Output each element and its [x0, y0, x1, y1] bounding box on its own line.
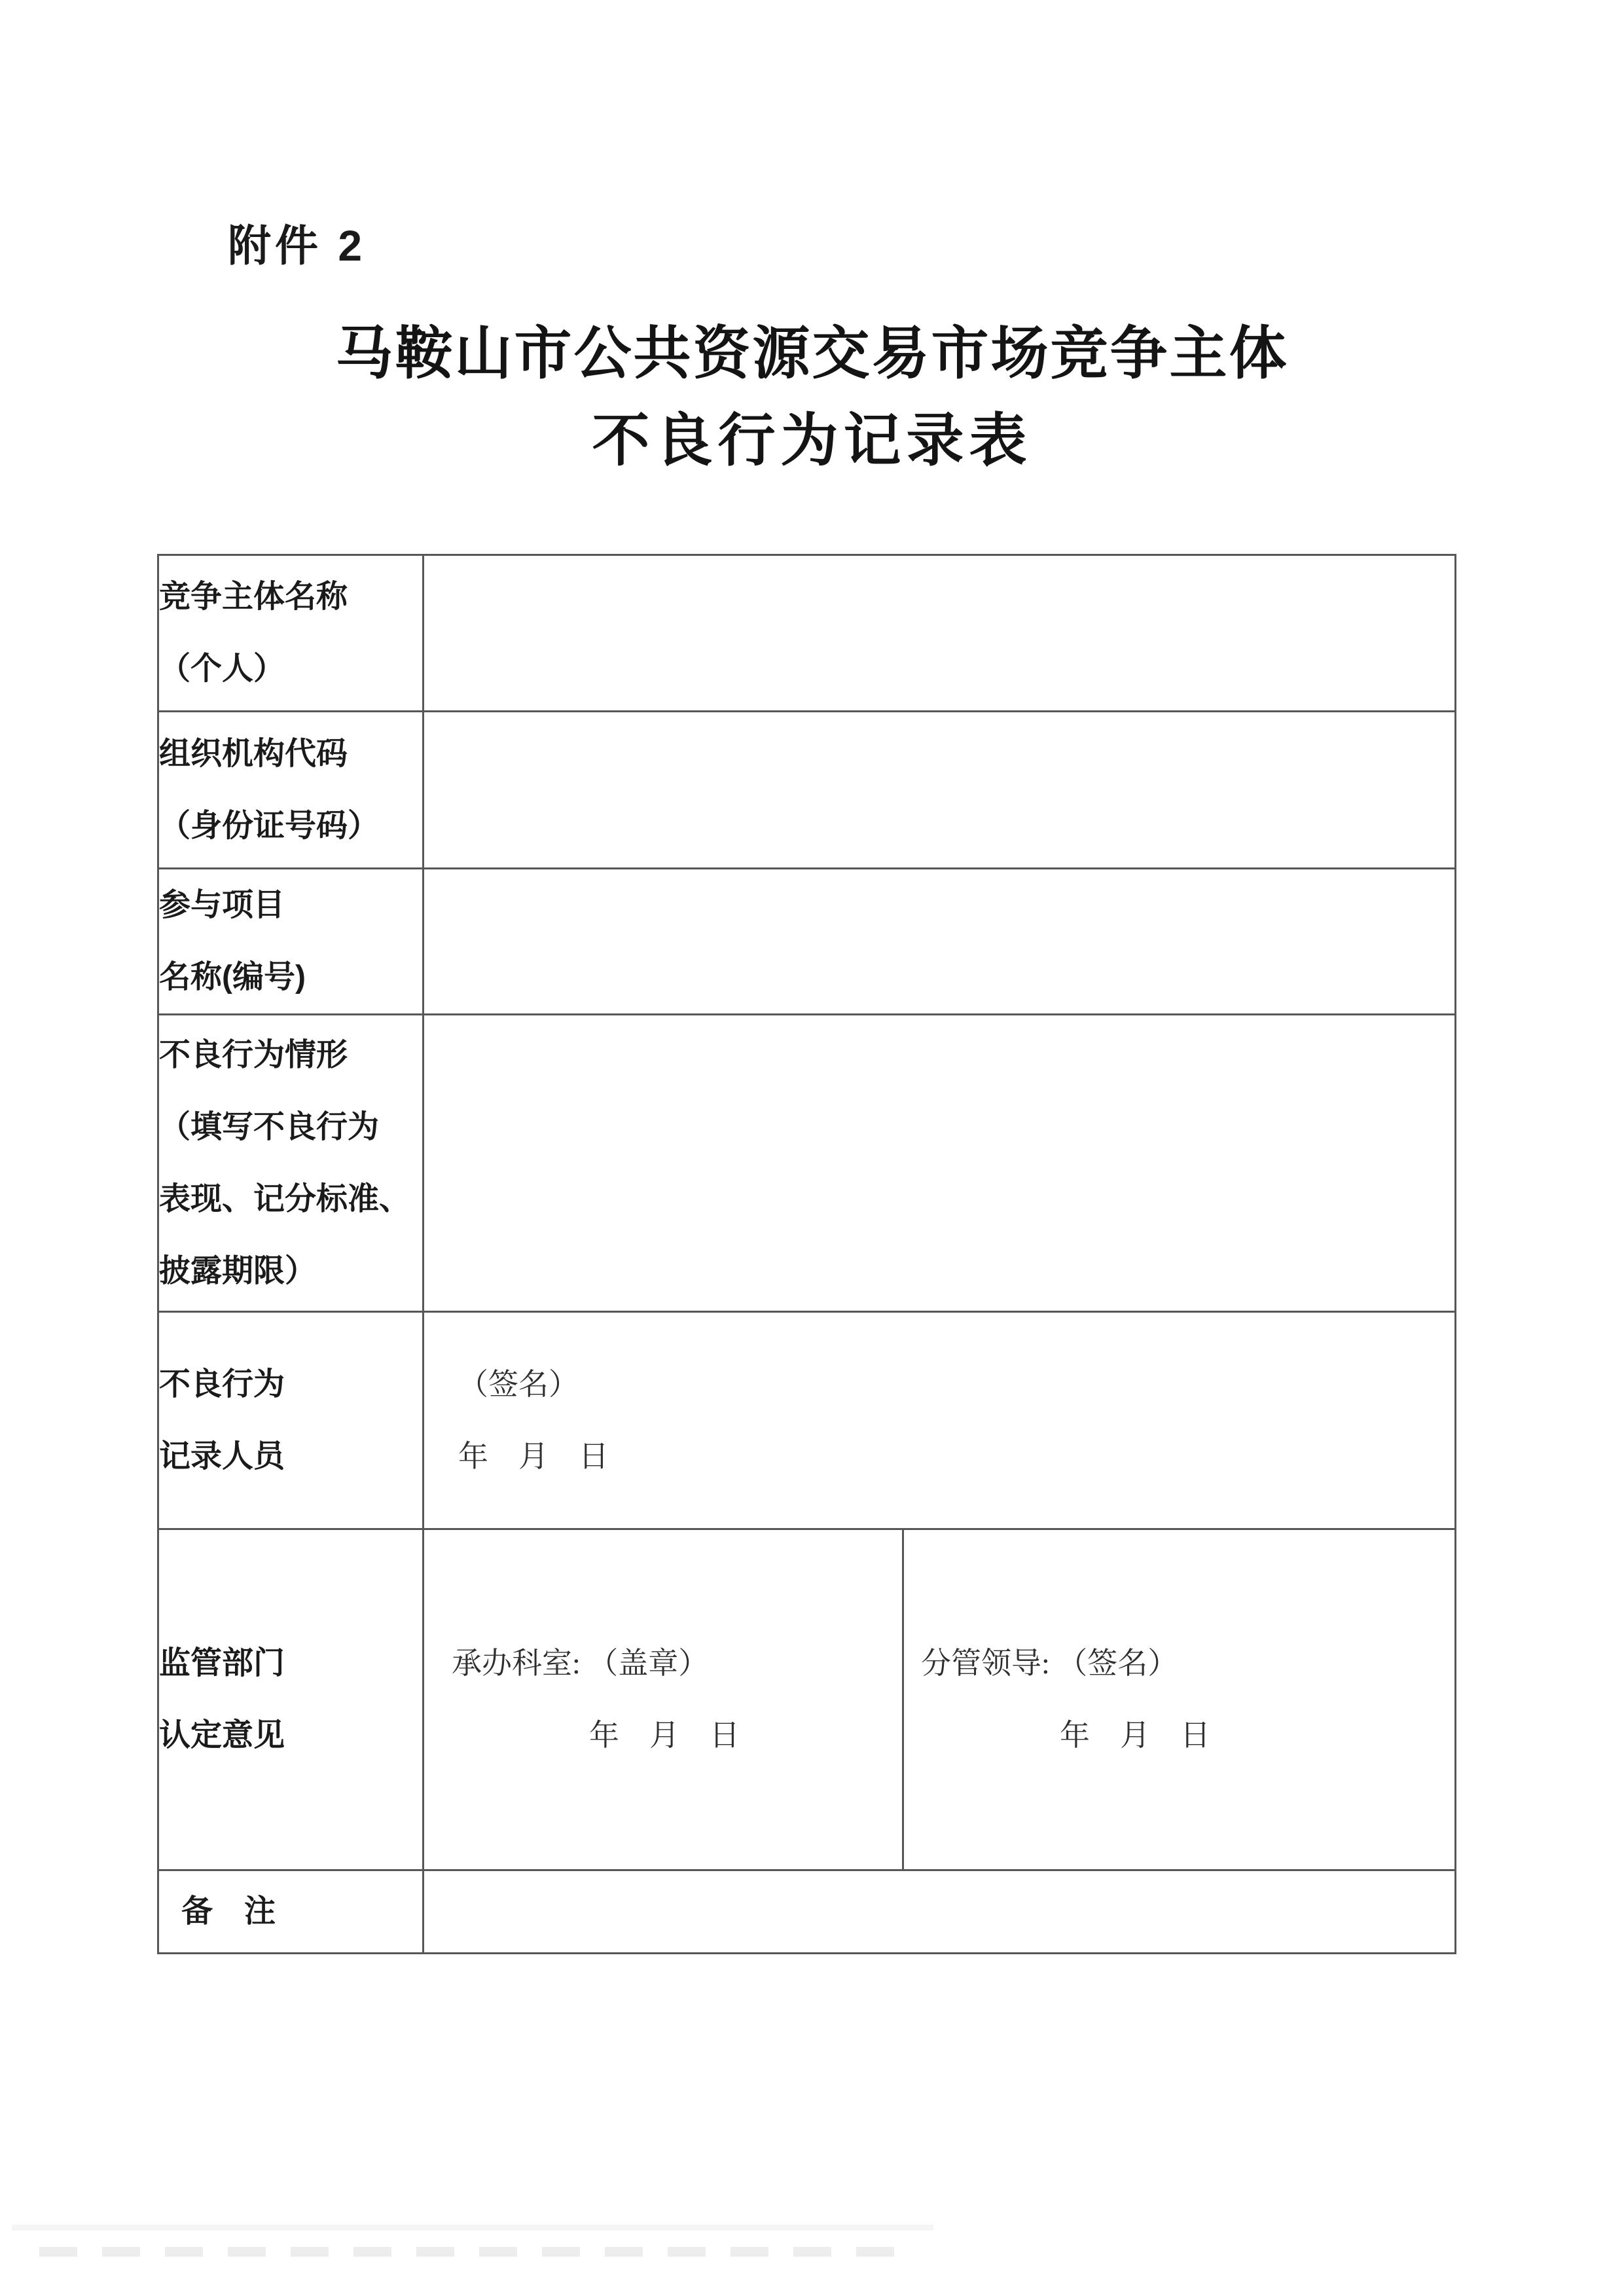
label-line: 表现、记分标准、 [159, 1181, 411, 1216]
row-authority [158, 1529, 1456, 1870]
date-hint: 年 月 日 [458, 1439, 609, 1473]
label-line: 不良行为 [159, 1366, 285, 1402]
office-seal-hint: 承办科室: （盖章） [452, 1647, 709, 1680]
row-org-code [158, 712, 1456, 869]
remarks-value-cell [424, 1870, 1456, 1954]
date-hint: 年 月 日 [589, 1719, 740, 1752]
label-line: （身份证号码） [159, 808, 380, 843]
date-hint: 年 月 日 [1060, 1719, 1210, 1752]
signature-hint: （签名） [458, 1367, 579, 1401]
label-line: 参与项目 [159, 888, 285, 922]
label-line: 记录人员 [159, 1438, 285, 1474]
label-line: 组织机构代码 [159, 736, 348, 771]
project-label-cell [158, 869, 424, 1015]
label-line: （填写不良行为 [159, 1109, 380, 1144]
label-line: 备 注 [181, 1894, 276, 1929]
label-line: 监管部门 [159, 1646, 285, 1681]
behavior-label-cell [158, 1015, 424, 1312]
record-form-table [157, 554, 1456, 1954]
document-title [0, 311, 1624, 485]
org-code-value-cell [424, 712, 1456, 869]
label-line: 竞争主体名称 [159, 579, 348, 614]
org-code-label-cell [158, 712, 424, 869]
label-line: 不良行为情形 [159, 1037, 348, 1072]
authority-office-cell [424, 1529, 903, 1870]
label-line: 披露期限） [159, 1253, 317, 1288]
authority-leader-cell [903, 1529, 1456, 1870]
behavior-value-cell [424, 1015, 1456, 1312]
row-behavior [158, 1015, 1456, 1312]
label-line: （个人） [159, 651, 285, 686]
row-recorder [158, 1312, 1456, 1529]
row-remarks [158, 1870, 1456, 1954]
remarks-label-cell [158, 1870, 424, 1954]
recorder-signature-cell [424, 1312, 1456, 1529]
recorder-label-cell [158, 1312, 424, 1529]
authority-label-cell [158, 1529, 424, 1870]
attachment-label: 附件 2 [228, 221, 367, 270]
title-line-1: 马鞍山市公共资源交易市场竞争主体 [335, 323, 1289, 386]
label-line: 认定意见 [159, 1718, 285, 1753]
row-competitor-name [158, 555, 1456, 712]
competitor-name-value-cell [424, 555, 1456, 712]
scan-artifact-band [12, 2225, 933, 2231]
competitor-name-label-cell [158, 555, 424, 712]
title-line-2: 不良行为记录表 [592, 410, 1032, 473]
leader-signature-hint: 分管领导: （签名） [921, 1647, 1178, 1680]
project-value-cell [424, 869, 1456, 1015]
row-project [158, 869, 1456, 1015]
scan-artifact-dashes [39, 2247, 897, 2257]
label-line: 名称(编号) [159, 960, 306, 994]
